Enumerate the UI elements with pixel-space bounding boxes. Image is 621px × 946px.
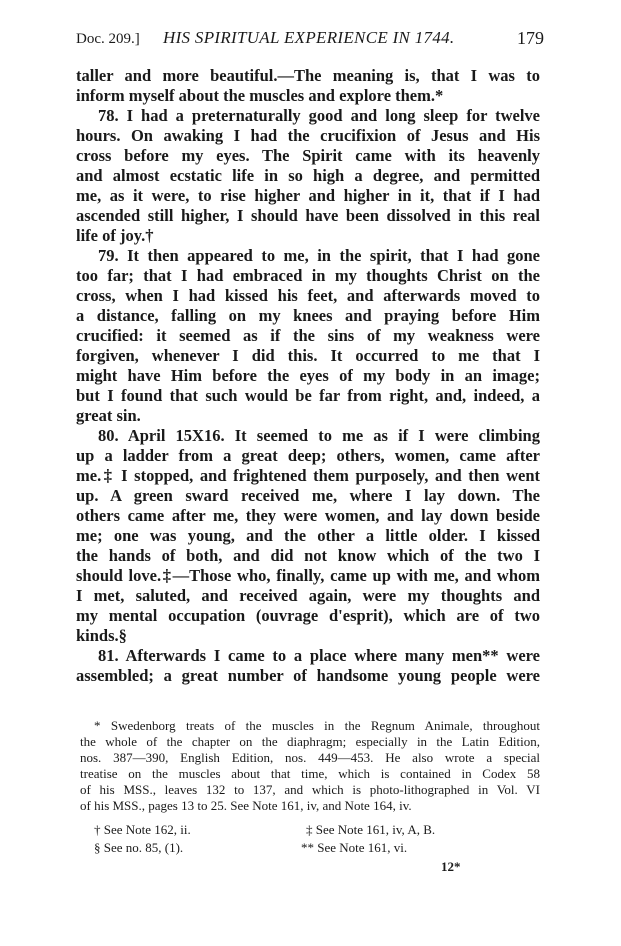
text-line: too far; that I had embraced in my thoughts Christ on the [76, 266, 540, 285]
text-line: assembled; a great number of handsome young people were [76, 666, 540, 685]
body-text [76, 66, 540, 686]
text-line: cross, when I had kissed his feet, and afterwards moved to [76, 286, 540, 305]
text-line: forgiven, whenever I did this. It occurred to me that I [76, 346, 540, 365]
text-line: me.‡ I stopped, and frightened them purposely, and then went [76, 466, 540, 485]
footnote-line: * Swedenborg treats of the muscles in the Regnum Animale, throughout [94, 718, 540, 733]
text-line: up a ladder from a great deep; others, women, came after [76, 446, 540, 465]
running-title: HIS SPIRITUAL EXPERIENCE IN 1744. [163, 28, 455, 47]
footnote-line: the whole of the chapter on the diaphragm; especially in the Latin Edition, [80, 734, 540, 749]
footnote-line: treatise on the muscles about that time, which is contained in Codex 58 [80, 766, 540, 781]
text-line: up. A green sward received me, where I lay down. The [76, 486, 540, 505]
paragraph-79-start: 79. It then appeared to me, in the spirit, that I had gone [98, 246, 540, 265]
note-references [80, 822, 540, 862]
footnote-line: nos. 387—390, English Edition, nos. 449—453. He also wrote a special [80, 750, 540, 765]
ref-section: § See no. 85, (1). [94, 840, 184, 855]
signature-mark: 12* [441, 859, 461, 874]
text-line: I met, saluted, and received again, were my thoughts and [76, 586, 540, 605]
text-line: me; one was young, and the other a little older. I kissed [76, 526, 540, 545]
ref-double-star: ** See Note 161, vi. [301, 840, 408, 855]
text-line: life of joy.† [76, 226, 154, 245]
text-line: cross before my eyes. The Spirit came with its heavenly [76, 146, 540, 165]
text-line: should love.‡—Those who, finally, came up with me, and whom [76, 566, 540, 585]
text-line: a distance, falling on my knees and praying before Him [76, 306, 540, 325]
footnote-line: of his MSS., pages 13 to 25. See Note 161, iv, and Note 164, iv. [80, 798, 412, 813]
text-line: and almost ecstatic life in so high a degree, and permitted [76, 166, 540, 185]
doc-reference: Doc. 209.] [76, 31, 140, 47]
text-line: inform myself about the muscles and explore them.* [76, 86, 444, 105]
text-line: my mental occupation (ouvrage d'esprit), which are of two [76, 606, 540, 625]
text-line: kinds.§ [76, 626, 127, 645]
paragraph-80-start: 80. April 15X16. It seemed to me as if I were climbing [98, 426, 540, 445]
page-number: 179 [517, 28, 544, 48]
text-line: the hands of both, and did not know which of the two I [76, 546, 540, 565]
text-line: taller and more beautiful.—The meaning is, that I was to [76, 66, 540, 85]
text-line: great sin. [76, 406, 141, 425]
text-line: others came after me, they were women, and lay down beside [76, 506, 540, 525]
ref-dagger: † See Note 162, ii. [94, 822, 191, 837]
footnote-line: of his MSS., leaves 132 to 137, and which is photo-lithographed in Vol. VI [80, 782, 540, 797]
text-line: ascended still higher, I should have been dissolved in this real [76, 206, 540, 225]
paragraph-81-start: 81. Afterwards I came to a place where many men** were [98, 646, 540, 665]
paragraph-78-start: 78. I had a preternaturally good and long sleep for twelve [98, 106, 540, 125]
footnote-block [80, 718, 540, 814]
text-line: might have Him before the eyes of my body in an image; [76, 366, 540, 385]
text-line: me, as it were, to rise higher and higher in it, that if I had [76, 186, 540, 205]
running-header [76, 28, 544, 52]
text-line: but I found that such would be far from right, and, indeed, a [76, 386, 540, 405]
ref-double-dagger: ‡ See Note 161, iv, A, B. [306, 822, 436, 837]
text-line: hours. On awaking I had the crucifixion of Jesus and His [76, 126, 540, 145]
text-line: crucified: it seemed as if the sins of my weakness were [76, 326, 540, 345]
